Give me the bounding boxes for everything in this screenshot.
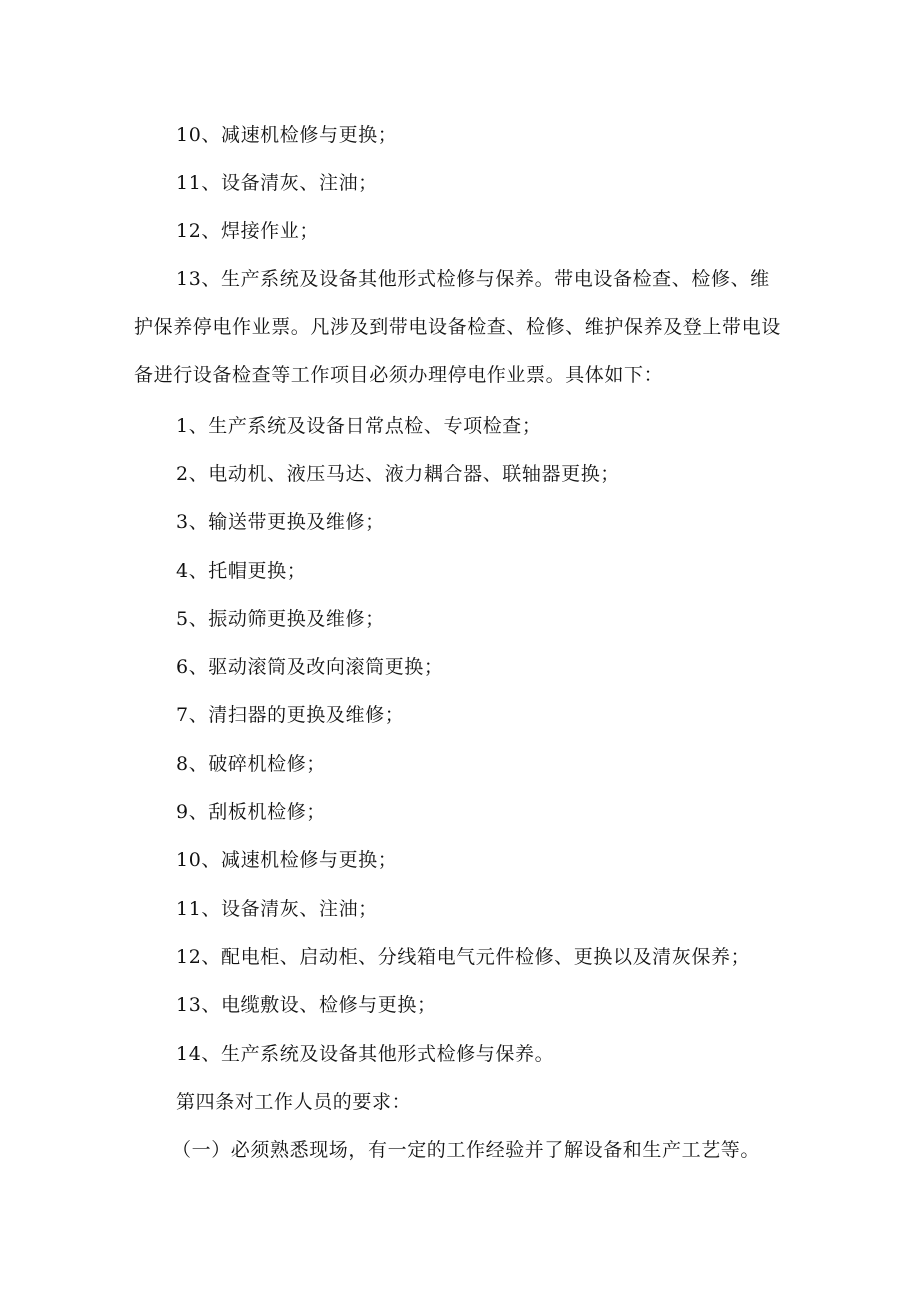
list-item: 12、配电柜、启动柜、分线箱电气元件检修、更换以及清灰保养； (176, 946, 751, 968)
list-item: 11、设备清灰、注油； (176, 898, 378, 920)
paragraph-line: 备进行设备检查等工作项目必须办理停电作业票。具体如下： (134, 364, 664, 386)
list-item: 12、焊接作业； (176, 220, 319, 242)
list-item: 10、减速机检修与更换； (176, 849, 398, 871)
list-item: 5、振动筛更换及维修； (176, 608, 385, 630)
list-item: 11、设备清灰、注油； (176, 172, 378, 194)
list-item: 10、减速机检修与更换； (176, 124, 398, 146)
paragraph-line: 护保养停电作业票。凡涉及到带电设备检查、检修、维护保养及登上带电设 (134, 316, 781, 338)
list-item: 3、输送带更换及维修； (176, 511, 385, 533)
list-item: 4、托帽更换； (176, 560, 307, 582)
list-item: 7、清扫器的更换及维修； (176, 704, 405, 726)
list-item: 6、驱动滚筒及改向滚筒更换； (176, 656, 444, 678)
requirement-item: （一）必须熟悉现场，有一定的工作经验并了解设备和生产工艺等。 (172, 1139, 761, 1161)
list-item: 1、生产系统及设备日常点检、专项检查； (176, 415, 542, 437)
list-item: 8、破碎机检修； (176, 753, 326, 775)
list-item: 9、刮板机检修； (176, 801, 326, 823)
list-item: 14、生产系统及设备其他形式检修与保养。 (176, 1043, 555, 1065)
list-item: 13、电缆敷设、检修与更换； (176, 994, 437, 1016)
paragraph-line: 13、生产系统及设备其他形式检修与保养。带电设备检查、检修、维 (176, 268, 770, 290)
section-heading: 第四条对工作人员的要求： (176, 1091, 412, 1113)
list-item: 2、电动机、液压马达、液力耦合器、联轴器更换； (176, 463, 620, 485)
